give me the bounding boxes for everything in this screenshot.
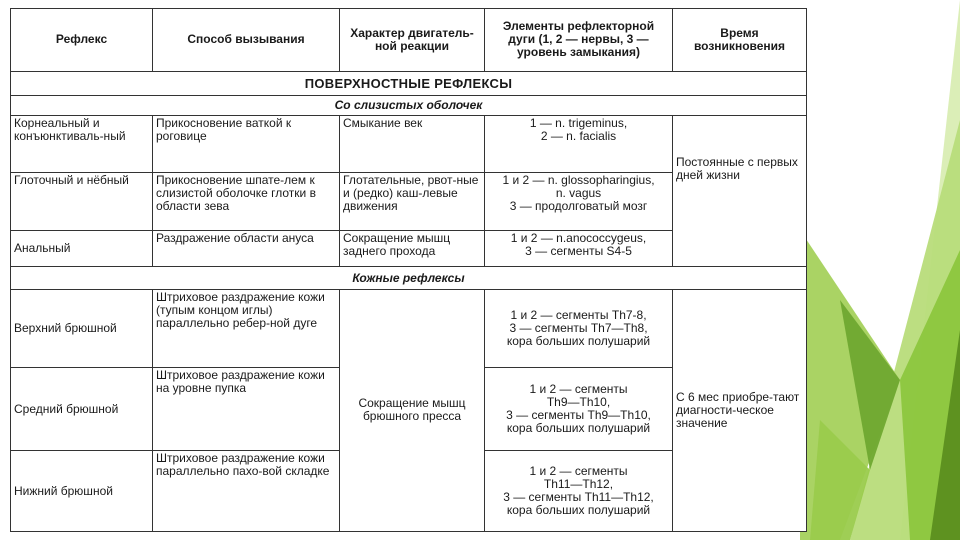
arc-line: 3 — сегменты Th9—Th10, (506, 408, 651, 423)
header-method: Способ вызывания (153, 9, 340, 72)
table-header-row (11, 9, 807, 72)
motor-reaction: Глотательные, рвот-ные и (редко) каш-левые движения (340, 172, 485, 231)
motor-reaction: Сокращение мышц заднего прохода (340, 231, 485, 267)
onset-time-mucous: Постоянные с первых дней жизни (673, 116, 807, 267)
reflex-name: Нижний брюшной (11, 451, 153, 532)
arc-line: 1 и 2 — сегменты Th7-8, (510, 308, 647, 322)
arc-line: 2 — n. facialis (540, 129, 617, 143)
motor-reaction-skin: Сокращение мышц брюшного пресса (340, 289, 485, 531)
reflex-arc (485, 116, 673, 173)
header-reflex-arc: Элементы рефлекторной дуги (1, 2 — нервы, 3 — уровень замыкания) (485, 9, 673, 72)
reflex-name: Корнеальный и конъюнктиваль-ный (11, 116, 153, 173)
stimulation-method: Штриховое раздражение кожи на уровне пупка (153, 368, 340, 451)
arc-line: кора больших полушарий (506, 503, 651, 518)
arc-line: кора больших полушарий (506, 421, 651, 436)
reflex-arc (485, 231, 673, 267)
arc-line: 1 и 2 — n. glossopharingius, (502, 172, 655, 187)
arc-line: 1 и 2 — сегменты (529, 382, 628, 397)
arc-line: 3 — сегменты Th11—Th12, (503, 490, 654, 505)
decorative-green-triangles (780, 0, 960, 540)
stimulation-method: Прикосновение шпате-лем к слизистой оболочке глотки в области зева (153, 172, 340, 231)
reflex-arc (485, 451, 673, 532)
section-row (11, 71, 807, 95)
arc-line: n. vagus (555, 185, 602, 200)
arc-line: 1 — n. trigeminus, (529, 116, 628, 130)
reflex-table (10, 8, 807, 532)
arc-line: 3 — продолговатый мозг (509, 198, 648, 213)
table-row (11, 116, 807, 173)
header-motor-reaction: Характер двигатель-ной реакции (340, 9, 485, 72)
arc-line: кора больших полушарий (506, 334, 651, 348)
header-reflex: Рефлекс (11, 9, 153, 72)
reflex-name: Анальный (11, 231, 153, 267)
arc-line: 3 — сегменты S4-5 (525, 244, 632, 259)
arc-line: Th9—Th10, (546, 395, 611, 410)
stimulation-method: Прикосновение ваткой к роговице (153, 116, 340, 173)
section-title-skin: Кожные рефлексы (11, 267, 807, 289)
header-onset-time: Время возникновения (673, 9, 807, 72)
reflex-arc (485, 289, 673, 368)
arc-line: 1 и 2 — сегменты (529, 464, 628, 479)
stimulation-method: Раздражение области ануса (153, 231, 340, 267)
reflex-name: Верхний брюшной (11, 289, 153, 368)
stimulation-method: Штриховое раздражение кожи параллельно пахо-вой складке (153, 451, 340, 532)
motor-reaction: Смыкание век (340, 116, 485, 173)
section-title-superficial: ПОВЕРХНОСТНЫЕ РЕФЛЕКСЫ (11, 71, 807, 95)
reflex-name: Глоточный и нёбный (11, 172, 153, 231)
onset-time-skin: С 6 мес приобре-тают диагности-ческое значение (673, 289, 807, 531)
reflex-arc (485, 172, 673, 231)
stimulation-method: Штриховое раздражение кожи (тупым концом иглы) параллельно ребер-ной дуге (153, 289, 340, 368)
arc-line: Th11—Th12, (543, 477, 614, 492)
section-row (11, 95, 807, 115)
arc-line: 3 — сегменты Th7—Th8, (509, 321, 648, 335)
reflex-table-sheet (10, 8, 806, 532)
arc-line: 1 и 2 — n.anococcygeus, (510, 231, 647, 246)
table-row (11, 289, 807, 368)
section-title-mucous: Со слизистых оболочек (11, 95, 807, 115)
reflex-name: Средний брюшной (11, 368, 153, 451)
section-row (11, 267, 807, 289)
reflex-arc (485, 368, 673, 451)
